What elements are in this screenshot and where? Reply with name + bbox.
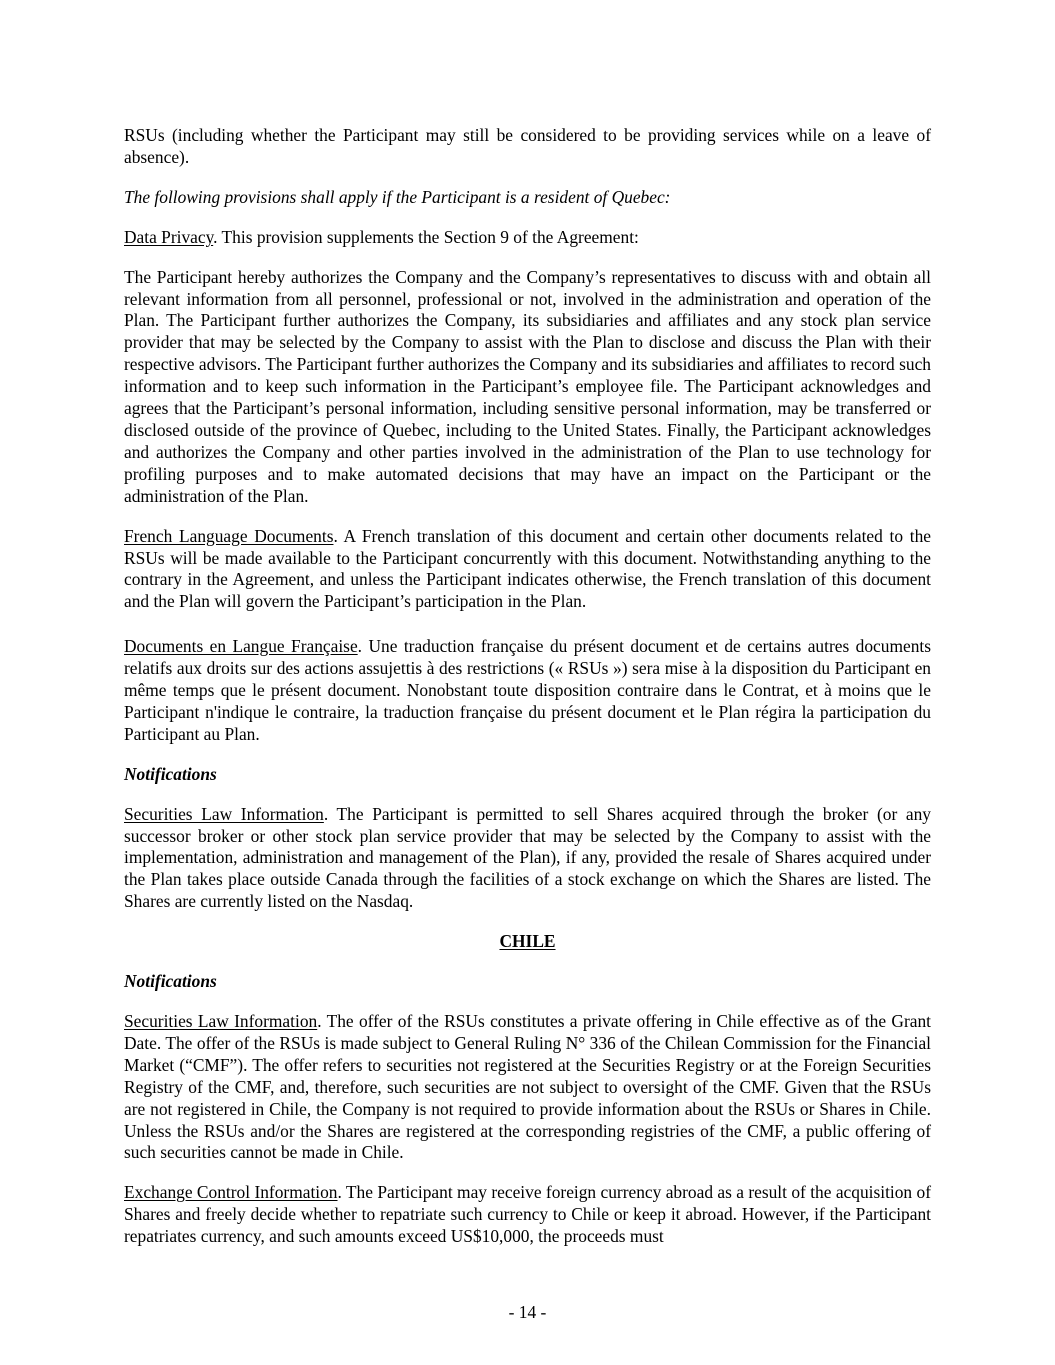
data-privacy-text: . This provision supplements the Section 9 of the Agreement: bbox=[213, 226, 639, 247]
paragraph-securities-canada bbox=[124, 804, 931, 914]
paragraph-authorizes: The Participant hereby authorizes the Company and the Company’s representatives to discuss with and obtain all relevant information from all personnel, professional or not, involved in the administration and operation of the Plan. The Participant further authorizes the Company, its subsidiaries and affiliates and any stock plan service provider that may be selected by the Company to assist with the Plan to disclose and discuss the Plan with their respective advisors. The Participant further authorizes the Company and its subsidiaries and affiliates to record such information and to keep such information in the Participant’s employee file. The Participant acknowledges and agrees that the Participant’s personal information, including sensitive personal information, may be transferred or disclosed outside of the province of Quebec, including to the United States. Finally, the Participant acknowledges and authorizes the Company and other parties involved in the administration of the Plan to use technology for profiling purposes and to make automated decisions that may have an impact on the Participant or the administration of the Plan. bbox=[124, 266, 931, 506]
notifications-heading-chile: Notifications bbox=[124, 971, 217, 992]
paragraph-french-documents bbox=[124, 526, 931, 614]
quebec-intro: The following provisions shall apply if the Participant is a resident of Quebec: bbox=[124, 186, 671, 207]
paragraph-exchange-control bbox=[124, 1182, 931, 1248]
paragraph-documents-fr bbox=[124, 636, 931, 746]
data-privacy-title: Data Privacy bbox=[124, 226, 214, 247]
securities-chile-title: Securities Law Information bbox=[124, 1011, 318, 1031]
securities-canada-title: Securities Law Information bbox=[124, 803, 324, 824]
country-heading-chile: CHILE bbox=[499, 931, 556, 952]
document-page bbox=[124, 125, 931, 1266]
notifications-heading-canada: Notifications bbox=[124, 763, 217, 784]
securities-chile-text: . The offer of the RSUs constitutes a private offering in Chile effective as of the Grant Date. The offer of the RSUs is made subject to General Ruling N° 336 of the Chilean Commission for the Financial Market (“CMF”). The offer refers to securities not registered at the Securities Registry or at the Foreign Securities Registry of the CMF, and, therefore, such securities are not subject to oversight of the CMF. Given that the RSUs are not registered in Chile, the Company is not required to provide information about the RSUs or Shares in Chile. Unless the RSUs and/or the Shares are registered at the corresponding registries of the CMF, a public offering of such securities cannot be made in Chile. bbox=[124, 1011, 931, 1163]
french-documents-title: French Language Documents bbox=[124, 525, 334, 546]
french-documents-text: . A French translation of this document and certain other documents related to the RSUs will be made available to the Participant concurrently with this document. Notwithstanding anything to the contrary in the Agreement, and unless the Participant indicates otherwise, the French translation of this document and the Plan will govern the Participant’s participation in the Plan. bbox=[124, 525, 931, 612]
exchange-control-text: . The Participant may receive foreign currency abroad as a result of the acquisition of Shares and freely decide whether to repatriate such currency to Chile or keep it abroad. However, if the Participant repatriates currency, and such amounts exceed US$10,000, the proceeds must bbox=[124, 1182, 931, 1247]
paragraph-data-privacy bbox=[124, 227, 931, 249]
securities-canada-text: . The Participant is permitted to sell Shares acquired through the broker (or any successor broker or other stock plan service provider that may be selected by the Company to assist with the implementation, administration and management of the Plan), if any, provided the resale of Shares acquired under the Plan takes place outside Canada through the facilities of a stock exchange on which the Shares are listed. The Shares are currently listed on the Nasdaq. bbox=[124, 803, 931, 912]
paragraph-rsus-leave: RSUs (including whether the Participant may still be considered to be providing services while on a leave of absence). bbox=[124, 125, 931, 167]
documents-fr-title: Documents en Langue Française bbox=[124, 636, 358, 657]
exchange-control-title: Exchange Control Information bbox=[124, 1182, 338, 1203]
page-number: - 14 - bbox=[508, 1302, 547, 1322]
paragraph-securities-chile bbox=[124, 1011, 931, 1164]
documents-fr-text: . Une traduction française du présent document et de certains autres documents relatifs aux droits sur des actions assujettis à des restrictions (« RSUs ») sera mise à la disposition du Participant en même temps que le présent document. Nonobstant toute disposition contraire dans le Contrat, et à moins que le Participant n'indique le contraire, la traduction française du présent document et le Plan régira la participation du Participant au Plan. bbox=[124, 636, 931, 744]
